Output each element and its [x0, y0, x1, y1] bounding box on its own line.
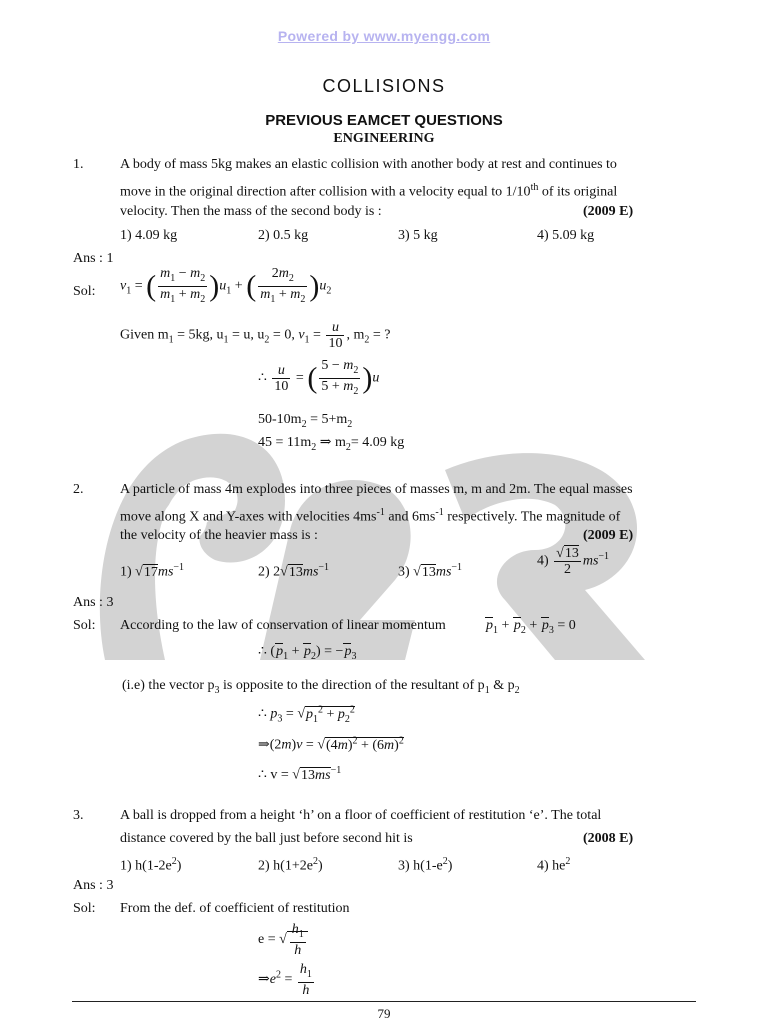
- option-3: 3) $h(1-e^2)$: [398, 856, 453, 874]
- option-4: 4) $he^2$: [537, 856, 571, 874]
- formula: ∴ $v = √13ms^{-1}$: [258, 765, 342, 783]
- question-year: (2009 E): [583, 204, 634, 219]
- section-subheading: ENGINEERING: [333, 131, 435, 146]
- step: $45 = 11m_2$ ⇒ $m_2= 4.09$ kg: [258, 435, 405, 453]
- question-text: A body of mass 5kg makes an elastic collision with another body at rest and continues to: [120, 157, 617, 172]
- option-2: 2) 0.5 kg: [258, 228, 309, 243]
- option-4: 4) $\frac{√13}{2}$ $ms^{-1}$: [537, 546, 610, 577]
- powered-by-link[interactable]: Powered by www.myengg.com: [277, 28, 491, 44]
- question-number: 2.: [73, 482, 84, 497]
- option-2: 2) $2√13ms^{-1}$: [258, 562, 330, 580]
- solution-text: From the def. of coefficient of restitution: [120, 901, 350, 916]
- option-2: 2) $h(1+2e^2)$: [258, 856, 323, 874]
- question-year: (2009 E): [583, 528, 634, 543]
- explanation: (i.e) the vector $p_3$ is opposite to the direction of the resultant of $p_1$ & $p_2$: [122, 678, 520, 696]
- question-text: A particle of mass 4m explodes into three pieces of masses m, m and 2m. The equal masses: [120, 482, 633, 497]
- question-text: the velocity of the heavier mass is :: [120, 528, 318, 543]
- question-year: (2008 E): [583, 831, 634, 846]
- section-heading: PREVIOUS EAMCET QUESTIONS: [265, 112, 503, 129]
- question-text: move in the original direction after collision with a velocity equal to 1/10th of its original: [120, 182, 618, 200]
- formula: $v_1$ = ( $\frac{m_1 - m_2}{m_1 + m_2}$ )$u_1$ + ( $\frac{2m_2}{m_1 + m_2}$ )$u_2$: [120, 266, 332, 305]
- solution-text: According to the law of conservation of linear momentum: [120, 618, 446, 633]
- question-text: velocity. Then the mass of the second body is :: [120, 204, 382, 219]
- step: $50-10m_2 = 5+m_2$: [258, 412, 353, 430]
- formula: ∴ $(p_1 + p_2) = -p_3$: [258, 644, 357, 662]
- solution-label: Sol:: [73, 901, 96, 916]
- page-title: COLLISIONS: [322, 76, 446, 96]
- formula: ⇒(2m)v = $√(4m)^2 + (6m)^2$: [258, 735, 404, 753]
- answer: Ans : 3: [73, 878, 114, 893]
- formula: $p_1 + p_2 + p_3 = 0$: [486, 618, 576, 636]
- option-1: 1) $√17ms^{-1}$: [120, 562, 185, 580]
- question-text: A ball is dropped from a height ‘h’ on a floor of coefficient of restitution ‘e’. The total: [120, 808, 602, 823]
- question-text: distance covered by the ball just before second hit is: [120, 831, 413, 846]
- solution-label: Sol:: [73, 284, 96, 299]
- footer-divider: [72, 1001, 696, 1002]
- option-4: 4) 5.09 kg: [537, 228, 595, 243]
- given-line: Given $m_1 = 5kg$, $u_1 = u$, $u_2 = 0$, $v_1$ = $\frac{u}{10}$ , $m_2$ = ?: [120, 320, 391, 351]
- formula: $\Rightarrow e^2$ = $\frac{h_1}{h}$: [258, 962, 312, 998]
- formula: e = √ $\frac{h_1}{h}$: [258, 922, 308, 958]
- option-3: 3) $√13ms^{-1}$: [398, 562, 463, 580]
- question-number: 3.: [73, 808, 84, 823]
- answer: Ans : 3: [73, 595, 114, 610]
- answer: Ans : 1: [73, 251, 114, 266]
- option-1: 1) 4.09 kg: [120, 228, 178, 243]
- formula: ∴ $\frac{u}{10}$ = ( $\frac{5 - m_2}{5 + m_2}$ )u: [258, 358, 380, 397]
- option-3: 3) 5 kg: [398, 228, 438, 243]
- page-number: 79: [377, 1006, 391, 1021]
- option-1: 1) $h(1-2e^2)$: [120, 856, 182, 874]
- question-number: 1.: [73, 157, 84, 172]
- question-text: move along X and Y-axes with velocities $4ms^{-1}$ and $6ms^{-1}$ respectively. The magnitude of: [120, 507, 621, 525]
- formula: ∴ $p_3 = √p_1^2 + p_2^2$: [258, 704, 355, 725]
- solution-label: Sol:: [73, 618, 96, 633]
